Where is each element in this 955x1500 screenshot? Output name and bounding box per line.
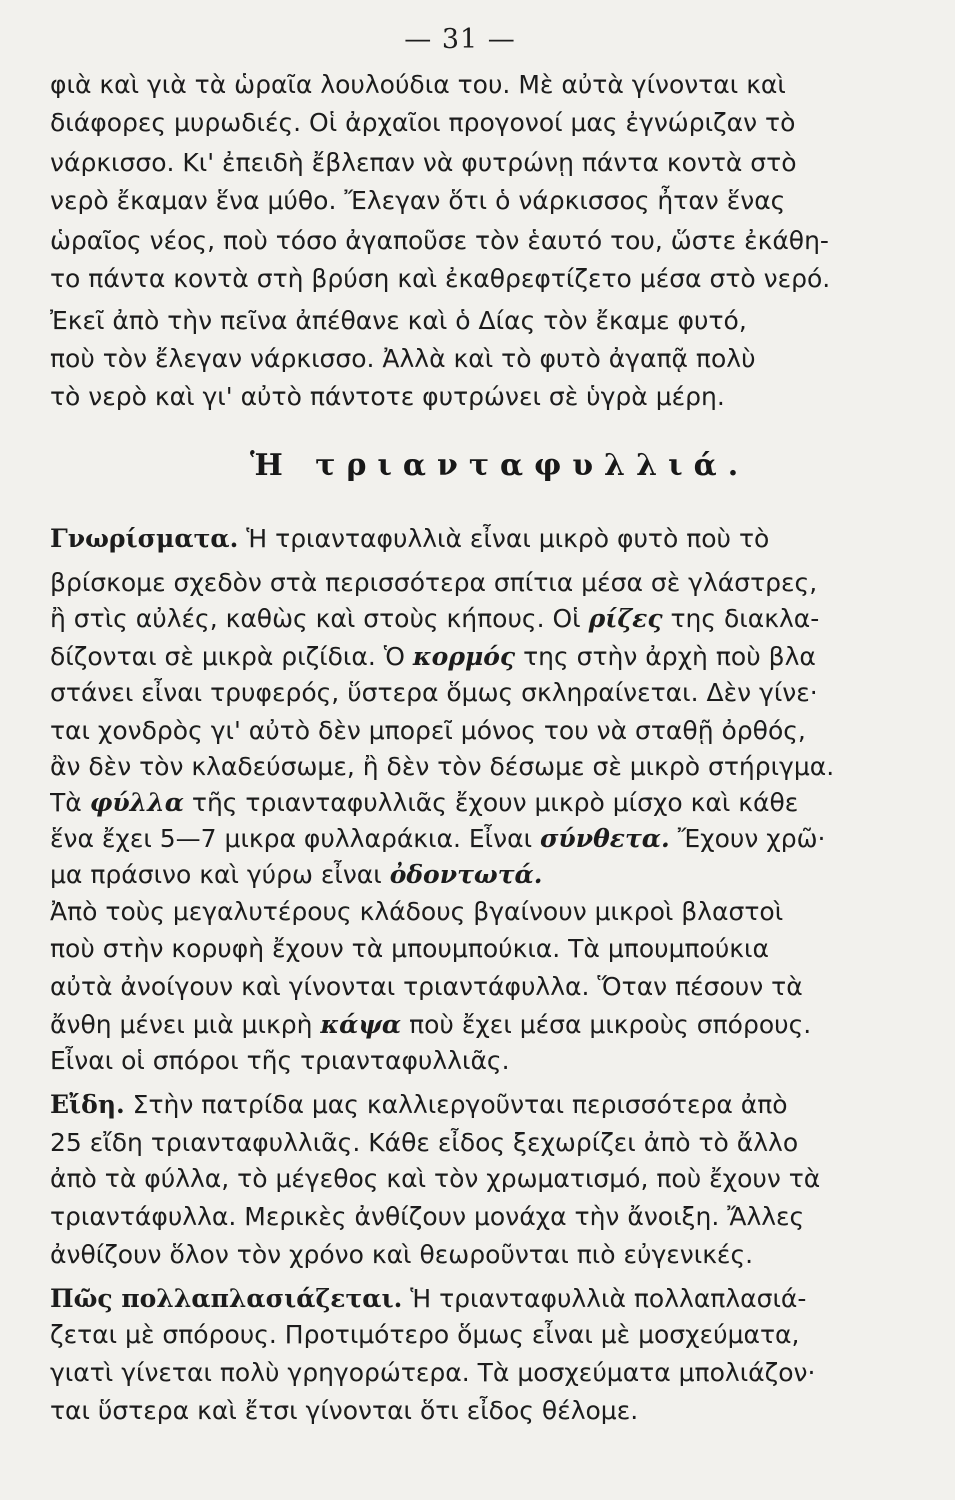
text-line [50, 146, 880, 180]
text-line [50, 224, 880, 258]
text-run: ὡραῖος νέος, ποὺ τόσο ἀγαποῦσε τὸν ἑαυτό του, ὥστε ἐκάθη- [50, 226, 829, 255]
text-line [50, 1356, 880, 1390]
text-run: γιατὶ γίνεται πολὺ γρηγορώτερα. Τὰ μοσχεύματα μπολιάζον· [50, 1358, 816, 1387]
text-run: 25 εἴδη τριανταφυλλιᾶς. Κάθε εἶδος ξεχωρίζει ἀπὸ τὸ ἄλλο [50, 1128, 799, 1157]
text-run: Ἡ τριανταφυλλιὰ εἶναι μικρὸ φυτὸ ποὺ τὸ [238, 524, 770, 553]
text-run: τὸ νερὸ καὶ γι' αὐτὸ πάντοτε φυτρώνει σὲ ὑγρὰ μέρη. [50, 382, 725, 411]
page-number: — 31 — [404, 24, 516, 55]
text-line [50, 342, 880, 376]
text-run: Ἐκεῖ ἀπὸ τὴν πεῖνα ἀπέθανε καὶ ὁ Δίας τὸν ἔκαμε φυτό, [50, 306, 747, 335]
text-line [50, 1088, 880, 1122]
section-heading: Ἡ τριανταφυλλιά. [250, 448, 750, 483]
text-run: στάνει εἶναι τρυφερός, ὕστερα ὅμως σκληραίνεται. Δὲν γίνε· [50, 678, 818, 707]
text-line [50, 68, 880, 102]
text-line [50, 1200, 880, 1234]
text-line [50, 380, 880, 414]
text-run: Ἡ τριανταφυλλιὰ πολλαπλασιά- [402, 1284, 807, 1313]
text-line [50, 822, 880, 856]
text-line [50, 786, 880, 820]
paragraph-heading: Πῶς πολλαπλασιάζεται. [50, 1284, 403, 1313]
text-run: το πάντα κοντὰ στὴ βρύση καὶ ἐκαθρεφτίζετο μέσα στὸ νερό. [50, 264, 831, 293]
paragraph-heading: Εἴδη. [50, 1090, 125, 1119]
text-run: ἀπὸ τὰ φύλλα, τὸ μέγεθος καὶ τὸν χρωματισμό, ποὺ ἔχουν τὰ [50, 1164, 821, 1193]
text-line [50, 106, 880, 140]
text-run: ἢ στὶς αὐλές, καθὼς καὶ στοὺς κήπους. Οἱ [50, 604, 589, 633]
text-run: Ἔχουν χρῶ· [669, 824, 826, 853]
text-line [50, 1044, 880, 1078]
text-run: νάρκισσο. Κι' ἐπειδὴ ἔβλεπαν νὰ φυτρώνῃ πάντα κοντὰ στὸ [50, 148, 797, 177]
text-run: βρίσκομε σχεδὸν στὰ περισσότερα σπίτια μέσα σὲ γλάστρες, [50, 568, 818, 597]
text-run: φιὰ καὶ γιὰ τὰ ὡραῖα λουλούδια του. Μὲ αὐτὰ γίνονται καὶ [50, 70, 786, 99]
emphasized-term: φύλλα [89, 788, 184, 817]
text-run: μα πράσινο καὶ γύρω εἶναι [50, 860, 390, 889]
text-line [50, 1162, 880, 1196]
text-line [50, 714, 880, 748]
text-line [50, 1126, 880, 1160]
text-line [50, 1008, 880, 1042]
emphasized-term: σύνθετα. [539, 824, 670, 853]
text-line [50, 184, 880, 218]
text-line [50, 858, 880, 892]
text-run: τριαντάφυλλα. Μερικὲς ἀνθίζουν μονάχα τὴν ἄνοιξη. Ἄλλες [50, 1202, 805, 1231]
text-run: ποὺ τὸν ἔλεγαν νάρκισσο. Ἀλλὰ καὶ τὸ φυτὸ ἀγαπᾷ πολὺ [50, 344, 756, 373]
text-line [50, 895, 880, 929]
text-run: Στὴν πατρίδα μας καλλιεργοῦνται περισσότερα ἀπὸ [124, 1090, 788, 1119]
emphasized-term: ὀδοντωτά. [389, 860, 543, 889]
text-run: Ἀπὸ τοὺς μεγαλυτέρους κλάδους βγαίνουν μικροὶ βλαστοὶ [50, 897, 784, 926]
text-line [50, 566, 880, 600]
text-run: αὐτὰ ἀνοίγουν καὶ γίνονται τριαντάφυλλα. Ὅταν πέσουν τὰ [50, 972, 803, 1001]
text-run: διάφορες μυρωδιές. Οἱ ἀρχαῖοι προγονοί μας ἐγνώριζαν τὸ [50, 108, 796, 137]
text-run: ἀνθίζουν ὅλον τὸν χρόνο καὶ θεωροῦνται πιὸ εὐγενικές. [50, 1240, 754, 1269]
text-line [50, 602, 880, 636]
text-run: ται ὕστερα καὶ ἔτσι γίνονται ὅτι εἶδος θέλομε. [50, 1396, 639, 1425]
emphasized-term: κάψα [320, 1010, 402, 1039]
text-run: ἄνθη μένει μιὰ μικρὴ [50, 1010, 321, 1039]
text-line [50, 970, 880, 1004]
text-line [50, 262, 880, 296]
text-line [50, 1238, 880, 1272]
text-run: δίζονται σὲ μικρὰ ριζίδια. Ὁ [50, 642, 413, 671]
text-line [50, 1318, 880, 1352]
text-line [50, 1394, 880, 1428]
text-line [50, 676, 880, 710]
emphasized-term: κορμός [412, 642, 516, 671]
text-run: ζεται μὲ σπόρους. Προτιμότερο ὅμως εἶναι μὲ μοσχεύματα, [50, 1320, 800, 1349]
text-run: Τὰ [50, 788, 90, 817]
text-run: Εἶναι οἱ σπόροι τῆς τριανταφυλλιᾶς. [50, 1046, 510, 1075]
text-run: τῆς τριανταφυλλιᾶς ἔχουν μικρὸ μίσχο καὶ κάθε [183, 788, 799, 817]
text-line [50, 1282, 880, 1316]
text-run: ἕνα ἔχει 5—7 μικρα φυλλαράκια. Εἶναι [50, 824, 540, 853]
text-line [50, 932, 880, 966]
text-run: ποὺ στὴν κορυφὴ ἔχουν τὰ μπουμπούκια. Τὰ μπουμπούκια [50, 934, 769, 963]
paragraph-heading: Γνωρίσματα. [50, 524, 239, 553]
text-run: ἂν δὲν τὸν κλαδεύσωμε, ἢ δὲν τὸν δέσωμε σὲ μικρὸ στήριγμα. [50, 752, 835, 781]
text-line [50, 640, 880, 674]
text-line [50, 750, 880, 784]
text-run: ται χονδρὸς γι' αὐτὸ δὲν μπορεῖ μόνος του νὰ σταθῇ ὀρθός, [50, 716, 806, 745]
text-run: της στὴν ἀρχὴ ποὺ βλα [515, 642, 816, 671]
text-run: της διακλα- [662, 604, 820, 633]
text-run: ποὺ ἔχει μέσα μικροὺς σπόρους. [401, 1010, 812, 1039]
text-line [50, 522, 880, 556]
text-line [50, 304, 880, 338]
emphasized-term: ρίζες [588, 604, 663, 633]
text-run: νερὸ ἔκαμαν ἕνα μύθο. Ἔλεγαν ὅτι ὁ νάρκισσος ἦταν ἕνας [50, 186, 786, 215]
